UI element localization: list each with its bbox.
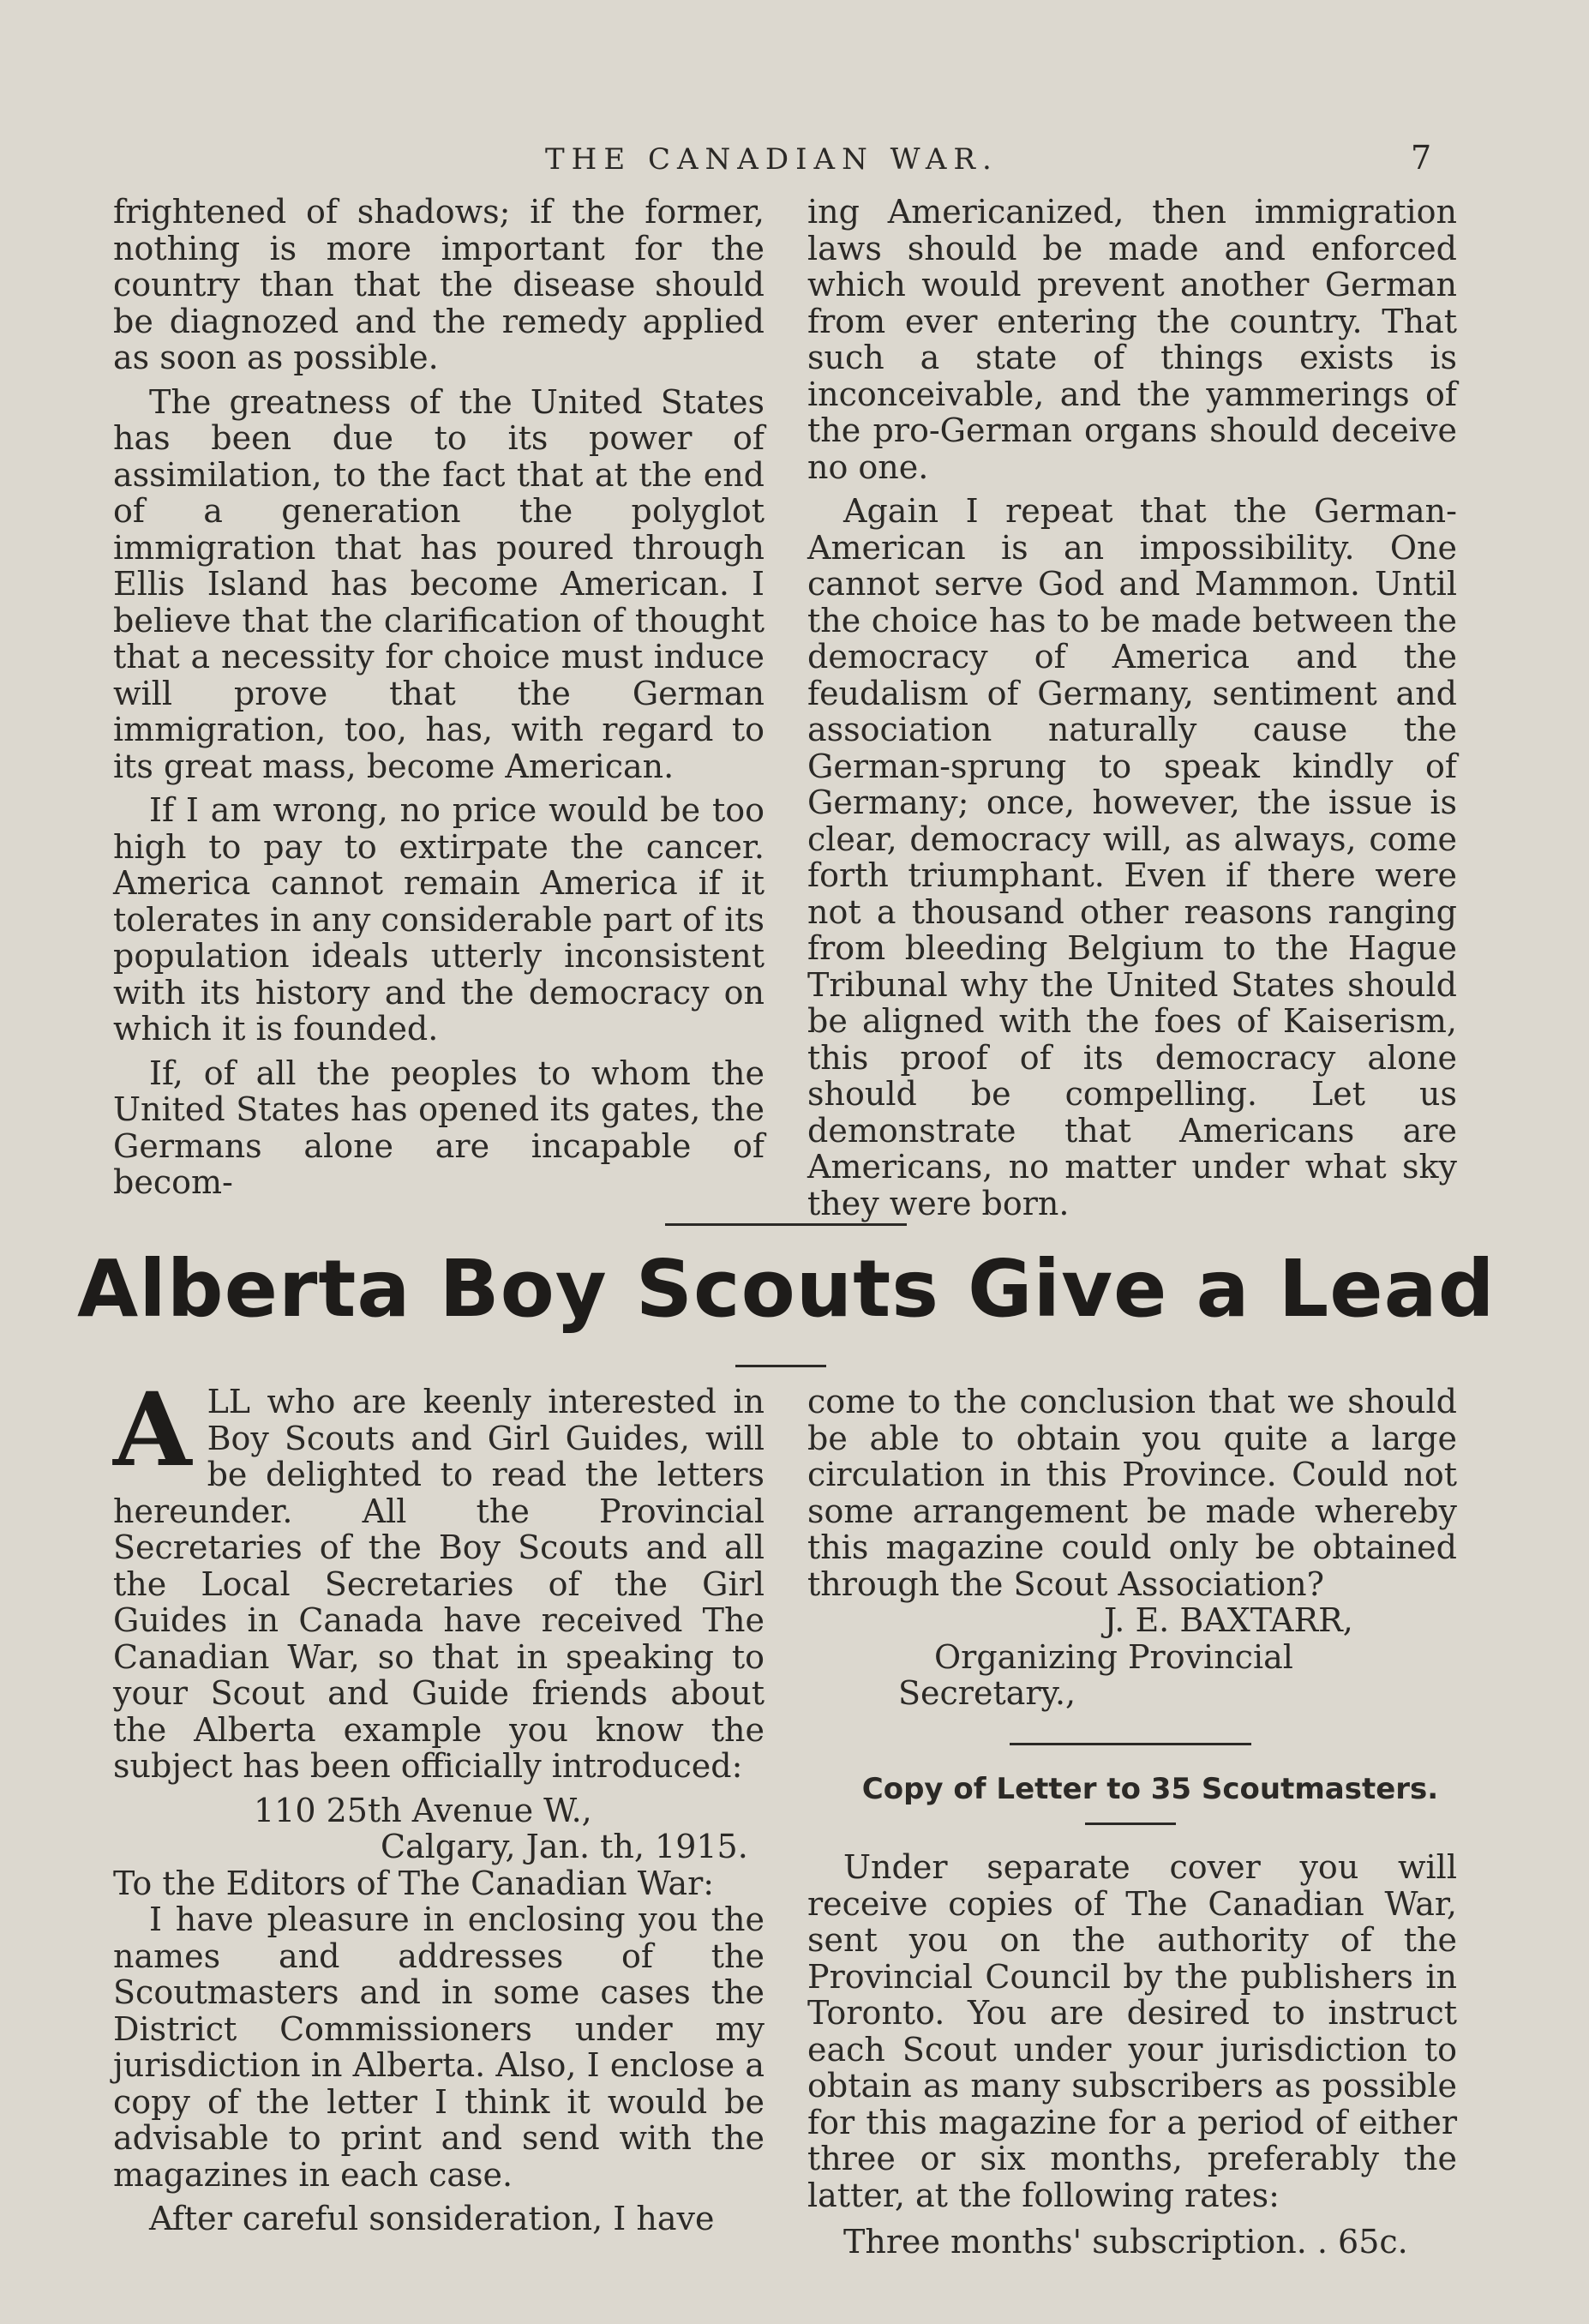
paragraph: If, of all the peoples to whom the United States has opened its gates, the Germans alone are incapable of becom- xyxy=(113,1054,765,1201)
letter-address: 110 25th Avenue W., xyxy=(254,1791,592,1829)
subhead-underline xyxy=(1085,1823,1176,1825)
rate-line: Three months' subscription. . 65c. xyxy=(843,2223,1408,2261)
top-left-column xyxy=(113,194,765,1201)
letter-paragraph-continued: come to the conclusion that we should be able to obtain you quite a large circulation in this Province. Could not some arrangement be made whereby this magazine could only be obtained through the Scout Association? xyxy=(807,1383,1457,1603)
article-left-column xyxy=(113,1370,765,2237)
paragraph: Again I repeat that the German-American is an impossibility. One cannot serve God and Mammon. Until the choice has to be made between the democracy of America and the feudalism of Germany, sentiment and association naturally cause the German-sprung to speak kindly of Germany; once, however, the issue is clear, democracy will, as always, come forth triumphant. Even if there were not a thousand other reasons ranging from bleeding Belgium to the Hague Tribunal why the United States should be aligned with the foes of Kaiserism, this proof of its democracy alone should be compelling. Let us demonstrate that Americans are Americans, no matter under what sky they were born. xyxy=(807,492,1457,1222)
letter-paragraph: I have pleasure in enclosing you the names and addresses of the Scoutmasters and in some cases the District Commissioners under my jurisdiction in Alberta. Also, I enclose a copy of the letter I think it would be advisable to print and send with the magazines in each case. xyxy=(113,1901,765,2194)
top-right-column xyxy=(807,194,1457,1222)
article-right-column xyxy=(807,1384,1457,2261)
letter-paragraph: After careful sonsideration, I have xyxy=(149,2200,715,2237)
paragraph: frightened of shadows; if the former, nothing is more important for the country than that the disease should be diagnozed and the remedy applied as soon as possible. xyxy=(113,193,765,376)
letter-divider xyxy=(1010,1743,1251,1745)
drop-cap: A xyxy=(113,1370,192,1489)
running-header xyxy=(0,139,1589,183)
letter-date: Calgary, Jan. th, 1915. xyxy=(381,1828,748,1865)
copy-letter-subhead: Copy of Letter to 35 Scoutmasters. xyxy=(861,1771,1439,1806)
article-headline: Alberta Boy Scouts Give a Lead xyxy=(77,1243,1496,1335)
paragraph: The greatness of the United States has been due to its power of assimilation, to the fact that at the end of a generation the polyglot immigration that has poured through Ellis Island has become American. I believe that the clarification of thought that a necessity for choice must induce will prove that the German immigration, too, has, with regard to its great mass, become American. xyxy=(113,382,765,785)
intro-text: LL who are keenly interested in Boy Scouts and Girl Guides, will be delighted to read the letters hereunder. All the Provincial Secretaries of the Boy Scouts and all the Local Secretaries of the Girl Guides in Canada have received The Canadian War, so that in speaking to your Scout and Guide friends about the Alberta example you know the subject has been officially introduced: xyxy=(113,1383,765,1785)
intro-paragraph xyxy=(113,1370,765,1785)
section-divider xyxy=(665,1223,907,1226)
copy-letter-paragraph: Under separate cover you will receive copies of The Canadian War, sent you on the authority of the Provincial Council by the publishers in Toronto. You are desired to instruct each Scout under your jurisdiction to obtain as many subscribers as possible for this magazine for a period of either three or six months, preferably the latter, at the following rates: xyxy=(807,1848,1457,2214)
paragraph: ing Americanized, then immigration laws should be made and enforced which would prevent another German from ever entering the country. That such a state of things exists is inconceivable, and the yammerings of the pro-German organs should deceive no one. xyxy=(807,193,1457,486)
running-title: THE CANADIAN WAR. xyxy=(545,142,998,177)
signature-title: Organizing Provincial Secretary., xyxy=(898,1637,1293,1712)
paragraph: If I am wrong, no price would be too high to pay to extirpate the cancer. America cannot remain America if it tolerates in any considerable part of its population ideals utterly inconsistent with its history and the democracy on which it is founded. xyxy=(113,791,765,1048)
page-number: 7 xyxy=(1411,139,1432,177)
letter-salutation: To the Editors of The Canadian War: xyxy=(113,1864,715,1902)
headline-underline xyxy=(735,1365,826,1367)
signature-name: J. E. BAXTARR, xyxy=(1104,1601,1353,1639)
